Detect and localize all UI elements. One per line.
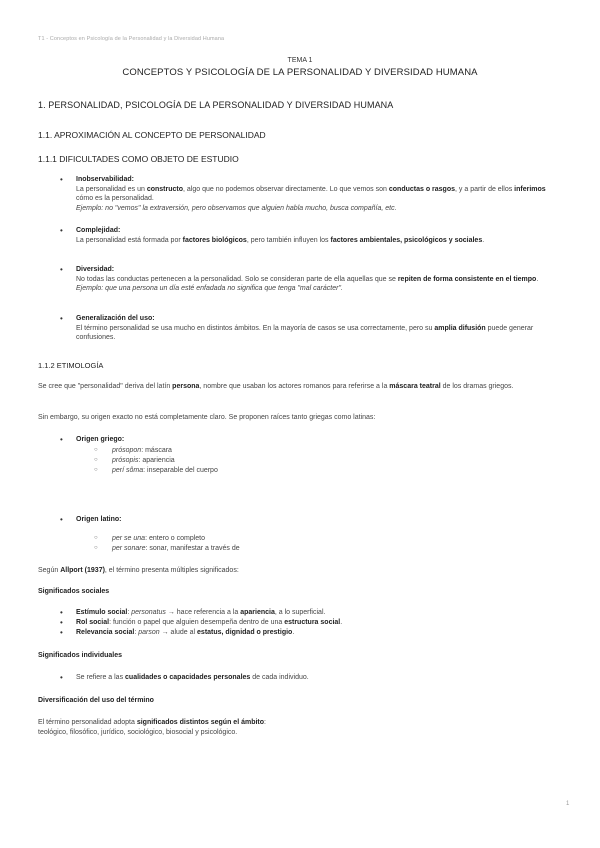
item-label: Complejidad: — [76, 227, 121, 234]
circle-bullet-icon: ○ — [94, 457, 98, 463]
item-example: Ejemplo: que una persona un día esté enfadada no significa que tenga "mal carácter". — [76, 285, 343, 292]
bullet-icon: • — [60, 226, 63, 235]
bullet-icon: • — [60, 314, 63, 323]
paragraph-diversification: El término personalidad adopta significados distintos según el ámbito: teológico, filosófico, jurídico, sociológico, biosocial y psicológico. — [38, 719, 266, 736]
list-item-inobservability — [76, 175, 556, 213]
latin-item: per se una: entero o completo — [112, 535, 206, 542]
bullet-icon: • — [60, 265, 63, 274]
subheading-social-meanings: Significados sociales — [38, 588, 110, 595]
section-heading-1-1-1: 1.1.1 DIFICULTADES COMO OBJETO DE ESTUDIO — [38, 154, 239, 164]
item-label: Diversidad: — [76, 266, 115, 273]
item-label: Inobservabilidad: — [76, 176, 134, 183]
list-item-generalization — [76, 314, 556, 343]
individual-item: Se refiere a las cualidades o capacidades personales de cada individuo. — [76, 674, 309, 681]
latin-item: per sonare: sonar, manifestar a través de — [112, 545, 240, 552]
item-example: Ejemplo: no "vemos" la extraversión, pero observamos que alguien habla mucho, busca compañía, etc. — [76, 204, 397, 212]
paragraph-persona: Se cree que "personalidad" deriva del latín persona, nombre que usaban los actores romanos para referirse a la máscara teatral de los dramas griegos. — [38, 383, 514, 390]
circle-bullet-icon: ○ — [94, 535, 98, 541]
social-item-relevance: Relevancia social: parson → alude al estatus, dignidad o prestigio. — [76, 629, 295, 636]
circle-bullet-icon: ○ — [94, 447, 98, 453]
bullet-icon: • — [60, 618, 63, 627]
list-item-diversity — [76, 265, 556, 294]
tema-label: TEMA 1 — [287, 57, 313, 64]
page-number: 1 — [566, 801, 570, 807]
greek-origin-label: Origen griego: — [76, 436, 125, 443]
section-heading-1: 1. PERSONALIDAD, PSICOLOGÍA DE LA PERSONALIDAD Y DIVERSIDAD HUMANA — [38, 100, 394, 110]
section-heading-1-1-2: 1.1.2 ETIMOLOGÍA — [38, 361, 104, 370]
social-item-role: Rol social: función o papel que alguien desempeña dentro de una estructura social. — [76, 619, 343, 626]
item-text: La personalidad es un constructo, algo que no podemos observar directamente. Lo que vemos son conductas o rasgos, y a partir de ellos inferimos cómo es la personalidad. — [76, 185, 546, 202]
section-heading-1-1: 1.1. APROXIMACIÓN AL CONCEPTO DE PERSONALIDAD — [38, 130, 266, 140]
item-label: Generalización del uso: — [76, 315, 155, 322]
bullet-icon: • — [60, 435, 63, 444]
circle-bullet-icon: ○ — [94, 545, 98, 551]
circle-bullet-icon: ○ — [94, 467, 98, 473]
item-text: No todas las conductas pertenecen a la personalidad. Solo se consideran parte de ella aquellas que se repiten de forma consistente en el tiempo. — [76, 275, 539, 283]
subheading-diversification: Diversificación del uso del término — [38, 697, 154, 704]
list-item-complexity — [76, 226, 556, 245]
paragraph-origin: Sin embargo, su origen exacto no está completamente claro. Se proponen raíces tanto griegas como latinas: — [38, 414, 376, 421]
greek-item: prósopon: máscara — [112, 447, 172, 454]
bullet-icon: • — [60, 628, 63, 637]
bullet-icon: • — [60, 673, 63, 682]
item-text: El término personalidad se usa mucho en distintos ámbitos. En la mayoría de casos se usa correctamente, pero su amplia difusión puede generar confusiones. — [76, 324, 534, 341]
paragraph-allport: Según Allport (1937), el término presenta múltiples significados: — [38, 567, 239, 574]
bullet-icon: • — [60, 175, 63, 184]
subheading-individual-meanings: Significados individuales — [38, 652, 123, 659]
bullet-icon: • — [60, 608, 63, 617]
document-title: CONCEPTOS Y PSICOLOGÍA DE LA PERSONALIDAD Y DIVERSIDAD HUMANA — [122, 67, 478, 78]
latin-origin-label: Origen latino: — [76, 516, 122, 523]
item-text: La personalidad está formada por factores biológicos, pero también influyen los factores ambientales, psicológicos y sociales. — [76, 236, 485, 244]
running-header: T1 - Conceptos en Psicología de la Personalidad y la Diversidad Humana — [38, 36, 225, 42]
greek-item: perí sôma: inseparable del cuerpo — [112, 467, 218, 474]
bullet-icon: • — [60, 515, 63, 524]
social-item-stimulus: Estímulo social: personatus → hace referencia a la apariencia, a lo superficial. — [76, 609, 326, 616]
greek-item: prósopis: apariencia — [112, 457, 175, 464]
